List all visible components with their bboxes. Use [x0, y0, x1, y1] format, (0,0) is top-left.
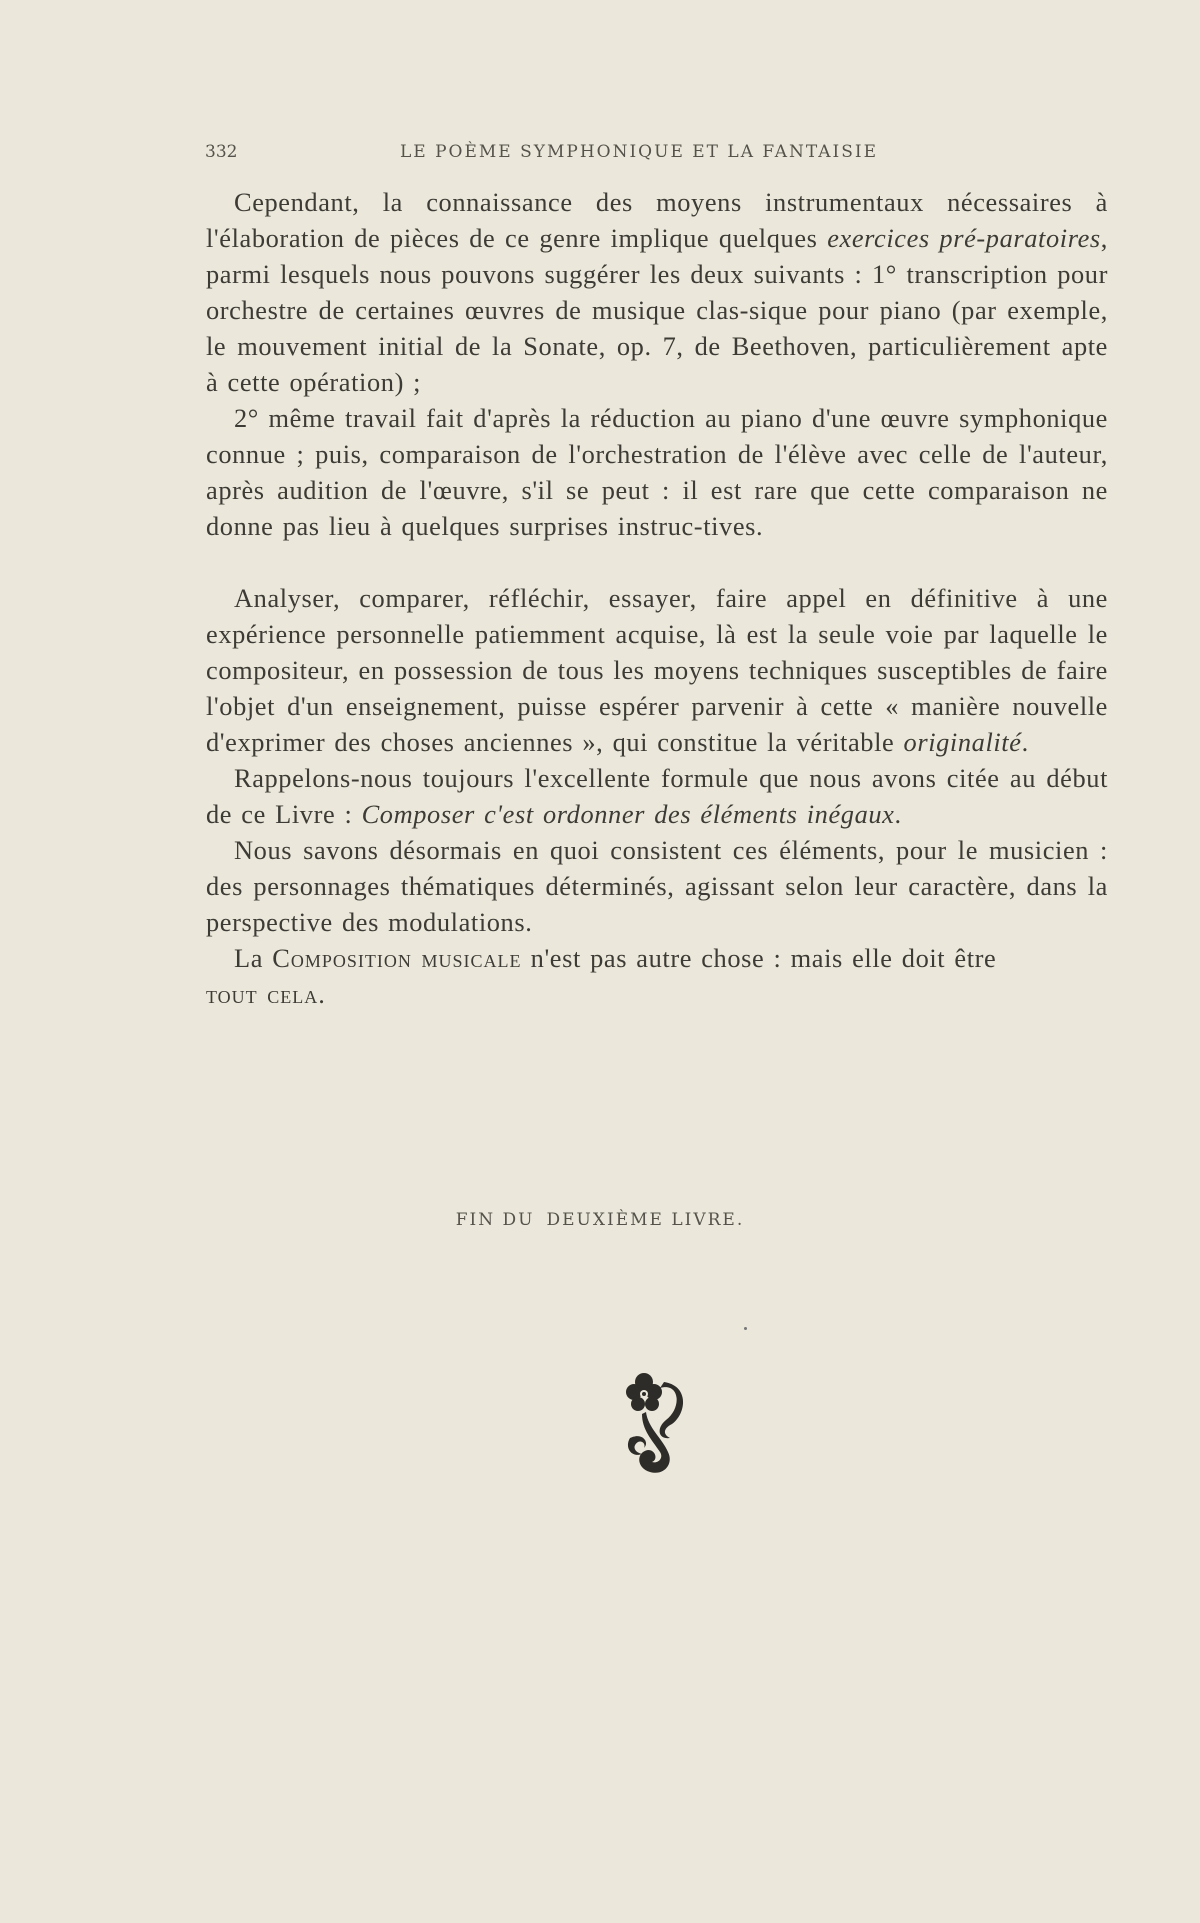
ink-speck [744, 1327, 747, 1330]
paragraph-6-closing-small-caps: tout cela. [206, 979, 326, 1009]
end-label-part-b: DEUXIÈME LIVRE. [546, 1210, 745, 1230]
end-label-part-a: FIN DU [455, 1210, 535, 1230]
paragraph-5: Nous savons désormais en quoi consistent ces éléments, pour le musicien : des personnages thématiques déterminés, agissant selon leur caractère, dans la perspective des modulations. [206, 835, 1108, 937]
paragraph-1-text-b: , parmi lesquels nous pouvons suggérer les deux suivants : 1° transcription pour orchestre de certaines œuvres de musique clas-sique pour piano (par exemple, le mouvement initial de la Sonate, op. 7, de Beethoven, particulièrement apte à cette opération) ; [206, 223, 1108, 397]
paragraph-6-small-caps: Composition musicale [272, 943, 522, 973]
paragraph-4-italic: Composer c'est ordonner des éléments inégaux [361, 799, 895, 829]
paragraph-1-italic: exercices pré-paratoires [827, 223, 1101, 253]
paragraph-2: 2° même travail fait d'après la réduction au piano d'une œuvre symphonique connue ; puis, comparaison de l'orchestration de l'élève avec celle de l'auteur, après audition de l'œuvre, s'il se peut : il est rare que cette comparaison ne donne pas lieu à quelques surprises instruc-tives. [206, 403, 1108, 541]
main-text [206, 184, 1108, 1012]
page-number: 332 [205, 142, 238, 162]
running-header [205, 142, 1105, 166]
paragraph-3 [206, 580, 1108, 760]
paragraph-6-text-a: La [234, 943, 273, 973]
paragraph-4-text-b: . [894, 799, 902, 829]
end-of-book-label [0, 1210, 1200, 1230]
paragraph-3-italic: originalité [903, 727, 1022, 757]
floral-tailpiece-icon [622, 1368, 702, 1478]
paragraph-6 [206, 940, 1108, 1012]
paragraph-3-text-b: . [1021, 727, 1029, 757]
paragraph-1-text-a: Cependant, la connaissance des moyens instrumentaux nécessaires à l'élaboration de pièces de ce genre implique quelques [206, 187, 1108, 253]
paragraph-1 [206, 184, 1108, 400]
paragraph-3-text-a: Analyser, comparer, réfléchir, essayer, faire appel en définitive à une expérience personnelle patiemment acquise, là est la seule voie par laquelle le compositeur, en possession de tous les moyens techniques susceptibles de faire l'objet d'un enseignement, puisse espérer parvenir à cette « manière nouvelle d'exprimer des choses anciennes », qui constitue la véritable [206, 583, 1108, 757]
running-title: LE POÈME SYMPHONIQUE ET LA FANTAISIE [400, 142, 879, 162]
paragraph-4 [206, 760, 1108, 832]
paragraph-4-text-a: Rappelons-nous toujours l'excellente formule que nous avons citée au début de ce Livre : [206, 763, 1108, 829]
paragraph-6-text-b: n'est pas autre chose : mais elle doit être [521, 943, 997, 973]
